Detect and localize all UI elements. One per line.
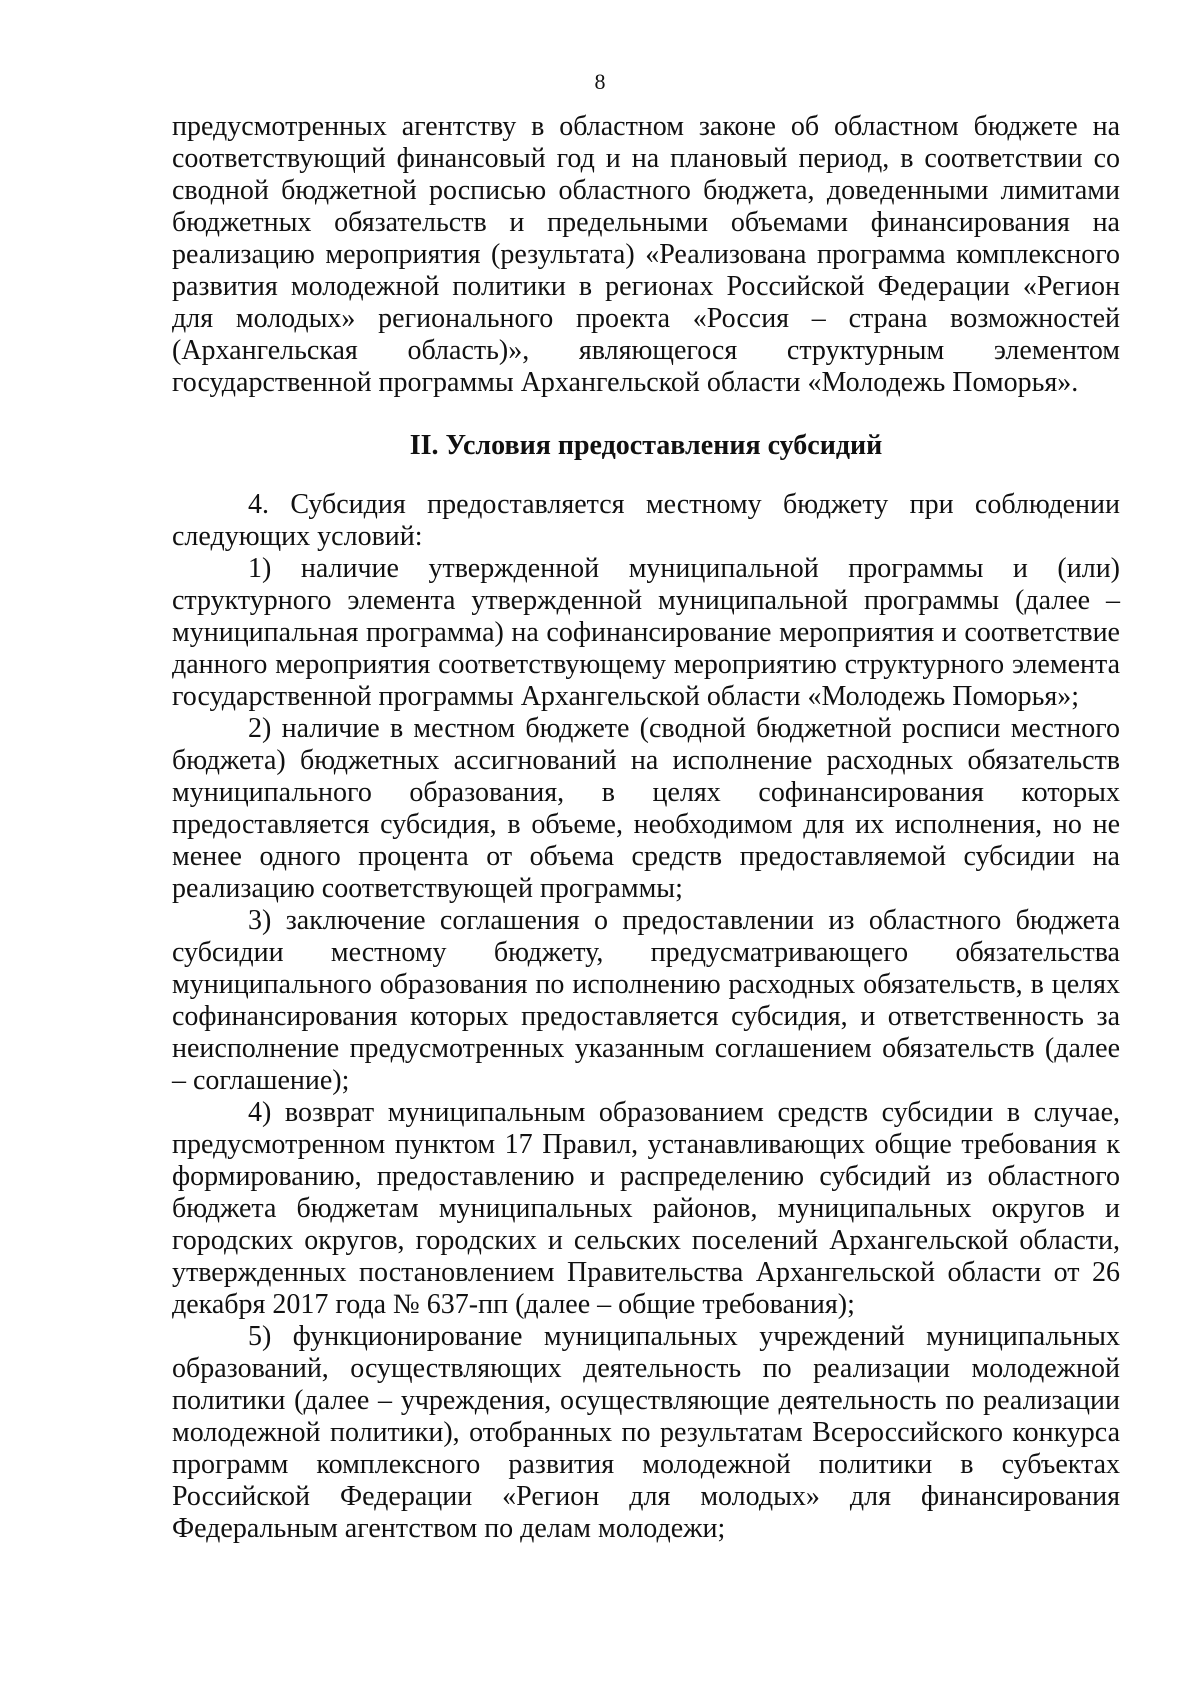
intro-paragraph: предусмотренных агентству в областном законе об областном бюджете на соответствующий финансовый год и на плановый период, в соответствии со сводной бюджетной росписью областного бюджета, доведенными лимитами бюджетных обязательств и предельными объемами финансирования на реализацию мероприятия (результата) «Реализована программа комплексного развития молодежной политики в регионах Российской Федерации «Регион для молодых» регионального проекта «Россия – страна возможностей (Архангельская область)», являющегося структурным элементом государственной программы Архангельской области «Молодежь Поморья».	[172, 111, 1120, 398]
section-heading: II. Условия предоставления субсидий	[409, 430, 883, 461]
list-item-2: 2) наличие в местном бюджете (сводной бюджетной росписи местного бюджета) бюджетных ассигнований на исполнение расходных обязательств муниципального образования, в целях софинансирования которых предоставляется субсидия, в объеме, необходимом для их исполнения, но не менее одного процента от объема средств предоставляемой субсидии на реализацию соответствующей программы;	[172, 713, 1120, 904]
list-item-1: 1) наличие утвержденной муниципальной программы и (или) структурного элемента утвержденной муниципальной программы (далее – муниципальная программа) на софинансирование мероприятия и соответствие данного мероприятия соответствующему мероприятию структурного элемента государственной программы Архангельской области «Молодежь Поморья»;	[172, 553, 1120, 712]
page-number: 8	[594, 69, 606, 94]
list-item-4: 4) возврат муниципальным образованием средств субсидии в случае, предусмотренном пунктом 17 Правил, устанавливающих общие требования к формированию, предоставлению и распределению субсидий из областного бюджета бюджетам муниципальных районов, муниципальных округов и городских округов, городских и сельских поселений Архангельской области, утвержденных постановлением Правительства Архангельской области от 26 декабря 2017 года № 637-пп (далее – общие требования);	[172, 1097, 1120, 1320]
list-item-5: 5) функционирование муниципальных учреждений муниципальных образований, осуществляющих деятельность по реализации молодежной политики (далее – учреждения, осуществляющие деятельность по реализации молодежной политики), отобранных по результатам Всероссийского конкурса программ комплексного развития молодежной политики в субъектах Российской Федерации «Регион для молодых» для финансирования Федеральным агентством по делам молодежи;	[172, 1321, 1120, 1544]
document-body	[172, 111, 1120, 1545]
list-item-3: 3) заключение соглашения о предоставлении из областного бюджета субсидии местному бюджету, предусматривающего обязательства муниципального образования по исполнению расходных обязательств, в целях софинансирования которых предоставляется субсидия, и ответственность за неисполнение предусмотренных указанным соглашением обязательств (далее – соглашение);	[172, 905, 1120, 1096]
clause-4: 4. Субсидия предоставляется местному бюджету при соблюдении следующих условий:	[172, 489, 1120, 552]
